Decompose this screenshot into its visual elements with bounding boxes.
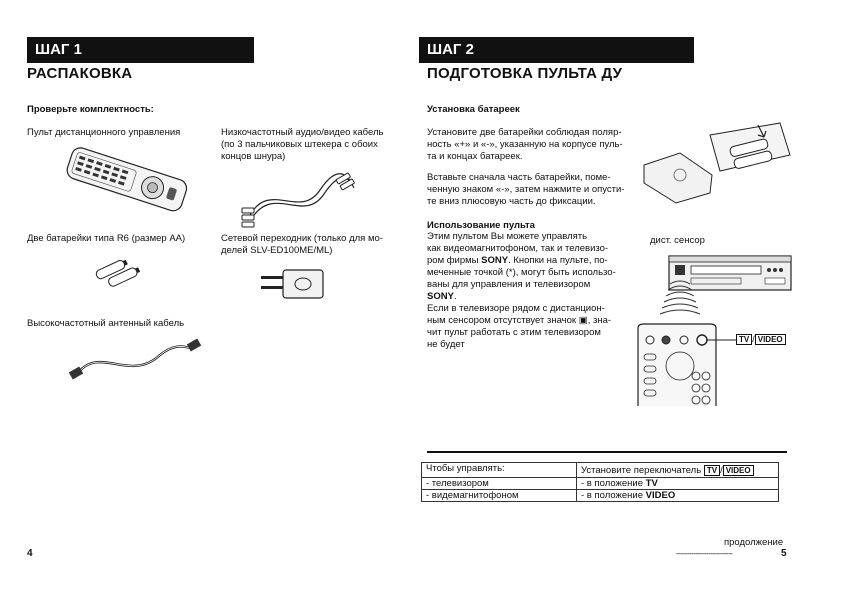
battery-install-text-2: Вставьте сначала часть батарейки, поме- ченную знаком «-», затем нажмите и опусти- те вниз плюсовую часть до фиксации. — [427, 172, 625, 207]
continued-label: продолжение — [724, 537, 784, 548]
table-header-right: Установите переключатель TV / VIDEO — [577, 463, 779, 478]
item-adapter-label: Сетевой переходник (только для мо- делей SLV-ED100ME/ML) — [221, 233, 383, 256]
step-2-label: ШАГ 2 — [427, 41, 474, 58]
table-switch-tv: TV — [704, 465, 720, 476]
remote-setup-title: ПОДГОТОВКА ПУЛЬТА ДУ — [427, 65, 623, 82]
left-page-number: 4 — [27, 548, 33, 559]
power-adapter-illustration — [255, 262, 335, 307]
battery-install-text-1: Установите две батарейки соблюдая поляр- ность «+» и «-», указанную на корпусе пуль- та и концах батареек. — [427, 127, 623, 162]
step-2-bar — [419, 37, 694, 63]
remote-control-illustration — [60, 145, 190, 225]
switch-video-label: VIDEO — [755, 334, 786, 345]
table-cell-target: - видемагнитофоном — [422, 490, 577, 502]
unpacking-title: РАСПАКОВКА — [27, 65, 133, 82]
item-remote-label: Пульт дистанционного управления — [27, 127, 181, 138]
battery-install-illustration — [640, 115, 790, 205]
section-divider — [427, 451, 787, 453]
right-page-number: 5 — [781, 548, 787, 559]
remote-usage-text: Этим пультом Вы можете управлять как видеомагнитофоном, так и телевизо- ром фирмы SONY. Кнопки на пульте, по- меченные точкой (*), могут быть использо- ваны для управления и телевизором SONY. Если в телевизоре рядом с дистанцион- ным сенсором отсутствует значок ▣, зна- чит пульт работать с этим телевизором не будет — [427, 231, 616, 350]
tv-video-switch-label — [736, 334, 786, 344]
battery-install-heading: Установка батареек — [427, 104, 520, 115]
antenna-cable-illustration — [70, 335, 200, 385]
switch-separator: / — [752, 334, 755, 344]
table-switch-video: VIDEO — [723, 465, 754, 476]
table-row — [422, 490, 779, 502]
check-contents-heading: Проверьте комплектность: — [27, 104, 154, 115]
ir-signal-illustration — [650, 280, 710, 320]
switch-tv-label: TV — [736, 334, 752, 345]
step-1-bar — [27, 37, 254, 63]
remote-usage-heading: Использование пульта — [427, 220, 535, 231]
item-av-cable-label: Низкочастотный аудио/видео кабель (по 3 пальчиковых штекера с обоих концов шнура) — [221, 127, 384, 162]
table-row — [422, 478, 779, 490]
table-header-left: Чтобы управлять: — [422, 463, 577, 478]
item-batteries-label: Две батарейки типа R6 (размер АА) — [27, 233, 186, 244]
av-cable-illustration — [240, 170, 360, 225]
table-cell-position: - в положение TV — [577, 478, 779, 490]
step-1-label: ШАГ 1 — [35, 41, 82, 58]
item-antenna-cable-label: Высокочастотный антенный кабель — [27, 318, 185, 329]
switch-position-table — [421, 462, 779, 502]
batteries-illustration — [95, 255, 160, 285]
switch-leader-line — [706, 339, 738, 343]
continued-dashes: -------------------------- — [676, 549, 733, 558]
table-cell-target: - телевизором — [422, 478, 577, 490]
table-header-row — [422, 463, 779, 478]
remote-front-illustration — [636, 322, 718, 407]
remote-sensor-label: дист. сенсор — [650, 235, 705, 246]
table-cell-position: - в положение VIDEO — [577, 490, 779, 502]
